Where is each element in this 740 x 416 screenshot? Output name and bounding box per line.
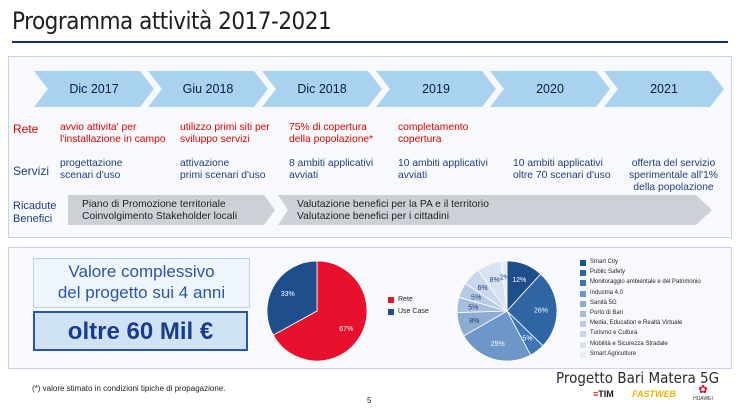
rete-cell-3: 75% di copertura della popolazione* [289, 122, 374, 145]
legend-swatch [580, 321, 586, 327]
legend-swatch [580, 331, 586, 337]
huawei-logo: ✿ HUAWEI [693, 384, 713, 402]
timeline-label: Dic 2018 [297, 82, 347, 96]
page-title: Programma attività 2017-2021 [12, 7, 332, 35]
legend-swatch [580, 291, 586, 297]
legend-label: Rete [398, 296, 413, 303]
pie-data-label: 8% [469, 317, 480, 325]
timeline-label: Giu 2018 [182, 82, 234, 96]
timeline-step-3 [262, 71, 382, 107]
benefici-cell-1: Piano di Promozione territoriale Coinvolgimento Stakeholder locali [82, 199, 238, 222]
servizi-cell-6: offerta del servizio sperimentale all'1% della popolazione [629, 158, 718, 193]
page-number: 5 [367, 396, 372, 405]
pie-data-label: 25% [490, 341, 505, 349]
servizi-cell-5: 10 ambiti applicativi oltre 70 scenari d'uso [513, 158, 611, 181]
legend-label: Public Safety [590, 269, 626, 276]
rete-cell-4: completamento copertura [398, 122, 469, 145]
pie-data-label: 67% [339, 325, 354, 333]
servizi-cell-4: 10 ambiti applicativi avviati [398, 158, 488, 181]
legend-swatch [388, 309, 394, 315]
fastweb-logo: FASTWEB [632, 389, 676, 399]
brand-title: Progetto Bari Matera 5G [556, 369, 720, 387]
timeline-step-6 [604, 71, 724, 107]
title-underline [12, 41, 728, 43]
row-label-servizi: Servizi [13, 164, 50, 178]
legend-label: Mobilità e Sicurezza Stradale [590, 340, 668, 347]
timeline-step-4 [376, 71, 496, 107]
pie-data-label: 12% [512, 276, 527, 284]
value-label-box [33, 258, 250, 308]
legend-swatch [580, 270, 586, 276]
timeline-step-1 [34, 71, 154, 107]
timeline-label: 2021 [650, 82, 678, 96]
timeline-step-2 [148, 71, 268, 107]
rete-cell-2: utilizzo primi siti per sviluppo servizi [180, 122, 270, 145]
pie-data-label: 33% [280, 291, 295, 299]
row-label-rete: Rete [13, 122, 39, 136]
tim-logo: ≡TIM [593, 389, 614, 399]
legend-swatch [580, 342, 586, 348]
pie-chart-rete-usecase [262, 256, 372, 366]
footnote: (*) valore stimato in condizioni tipiche di propagazione. [32, 384, 226, 393]
legend-swatch [580, 301, 586, 307]
legend-label: Smart Agriculture [590, 350, 637, 357]
legend-swatch [580, 311, 586, 317]
pie-data-label: 8% [489, 276, 500, 284]
pie-data-label: 5% [522, 335, 533, 343]
legend-label: Use Case [398, 308, 429, 315]
value-label: Valore complessivo del progetto sui 4 anni [57, 262, 226, 302]
servizi-cell-2: attivazione primi scenari d'uso [180, 158, 266, 181]
benefici-cell-2: Valutazione benefici per la PA e il territorio Valutazione benefici per i cittadini [297, 199, 489, 222]
legend-swatch [580, 280, 586, 286]
pie-data-label: 6% [477, 284, 488, 292]
servizi-cell-1: progettazione scenari d'uso [60, 158, 123, 181]
rete-cell-1: avvio attivita' per l'installazione in campo [60, 122, 166, 145]
legend-label: Smart City [590, 259, 619, 265]
timeline-label: Dic 2017 [69, 82, 119, 96]
legend-swatch [580, 260, 586, 266]
legend-label: Media, Education e Realtà Virtuale [590, 320, 683, 327]
pie-data-label: 2% [499, 274, 510, 282]
legend-swatch [388, 297, 394, 303]
legend-swatch [580, 352, 586, 358]
legend-label: Porto di Bari [590, 310, 624, 316]
timeline-label: 2020 [536, 82, 564, 96]
pie-chart-ambiti [452, 256, 562, 366]
pie-data-label: 26% [533, 307, 548, 315]
legend-label: Turismo e Cultura [590, 330, 638, 337]
value-amount: oltre 60 Mil € [67, 318, 214, 345]
pie-data-label: 5% [471, 294, 482, 302]
value-amount-box [33, 311, 248, 351]
servizi-cell-3: 8 ambiti applicativi avviati [289, 158, 374, 181]
row-label-ricadute: Ricadute Benefici [13, 200, 57, 225]
legend-label: Industria 4.0 [590, 289, 624, 296]
timeline-label: 2019 [422, 82, 450, 96]
legend-label: Monitoraggio ambientale e del Patrimonio [590, 279, 701, 286]
timeline-step-5 [490, 71, 610, 107]
pie-data-label: 5% [468, 304, 479, 312]
legend-label: Sanità 5G [590, 299, 617, 306]
